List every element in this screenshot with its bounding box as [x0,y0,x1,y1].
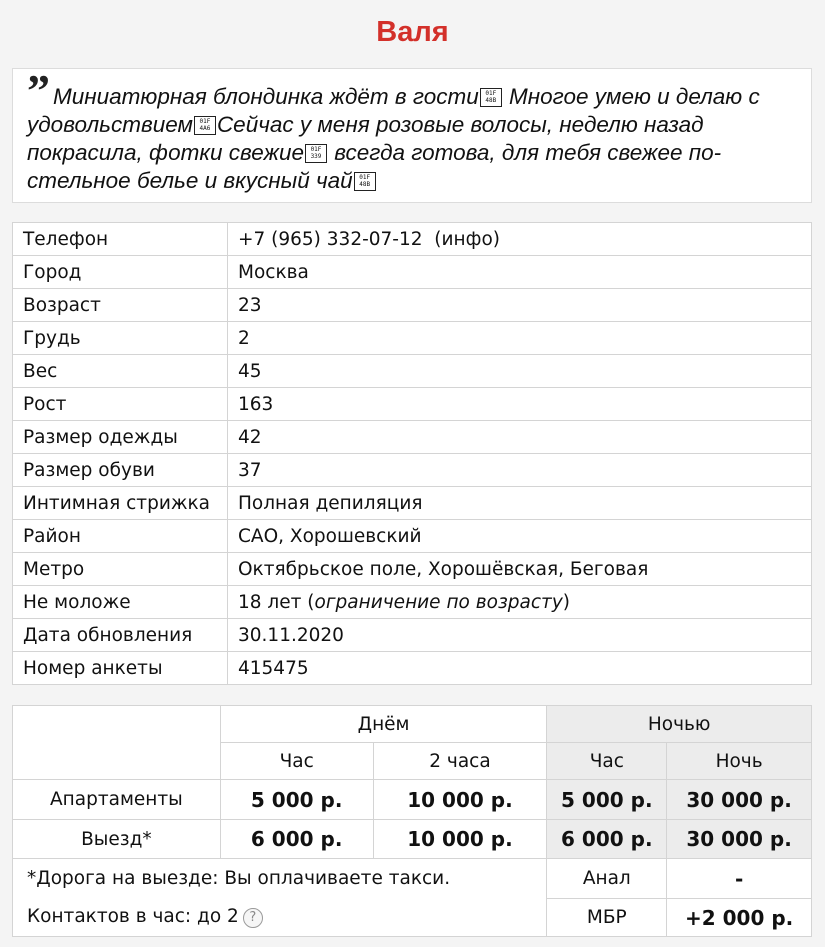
table-row [13,586,812,619]
table-row [13,487,812,520]
table-row [13,322,812,355]
price-cell: 6 000 р. [547,820,667,859]
price-cell: 5 000 р. [220,780,373,820]
price-cell: 6 000 р. [220,820,373,859]
info-label: Интимная стрижка [13,487,228,520]
table-row [13,553,812,586]
info-value: 45 [228,355,812,388]
page-title: Валя [376,16,449,48]
price-cell: 30 000 р. [667,820,812,859]
info-value [228,223,812,256]
description-part: Миниатюрная блондинка ждёт в гости [53,84,479,109]
info-label: Размер одежды [13,421,228,454]
age-value: 18 лет ( [238,591,315,613]
emoji-placeholder-icon: 01F 48B [354,172,376,191]
table-row [13,355,812,388]
price-cell: 5 000 р. [547,780,667,820]
description-part: Сейчас у меня розовые волосы, неделю назад покрасила, фотки свежие [27,112,704,165]
description-quote [12,65,812,203]
info-value: 42 [228,421,812,454]
contacts-note-text: Контактов в час: до 2 [27,906,239,928]
sub-header: Час [220,743,373,780]
description-part: Многое умею и делаю с удовольствием [27,84,760,137]
age-restriction-note: ограничение по возрасту [314,591,563,613]
age-value-tail: ) [562,591,570,613]
info-value: 30.11.2020 [228,619,812,652]
emoji-placeholder-icon: 01F 339 [305,144,327,163]
info-label: Не моложе [13,586,228,619]
sub-header: 2 часа [373,743,547,780]
table-row [13,289,812,322]
phone-info-link[interactable]: (инфо) [434,228,500,250]
table-row [13,820,812,859]
price-table [12,705,812,937]
price-cell: 30 000 р. [667,780,812,820]
info-value: 163 [228,388,812,421]
info-label: Грудь [13,322,228,355]
profile-info-table [12,222,812,685]
info-label: Вес [13,355,228,388]
phone-number[interactable]: +7 (965) 332-07-12 [238,228,423,250]
info-value: 37 [228,454,812,487]
description-part: всегда готова, для тебя свежее по-стельное белье и вкусный чай [27,140,722,193]
info-label: Размер обуви [13,454,228,487]
info-label: Район [13,520,228,553]
travel-note: *Дорога на выезде: Вы оплачиваете такси. [13,859,547,899]
table-row [13,780,812,820]
table-row [13,899,812,937]
info-value: 2 [228,322,812,355]
table-row [13,454,812,487]
info-label: Метро [13,553,228,586]
price-corner-cell [13,706,221,780]
price-row-label: Апартаменты [13,780,221,820]
info-value: САО, Хорошевский [228,520,812,553]
contacts-note [13,899,547,937]
info-label: Телефон [13,223,228,256]
table-row [13,388,812,421]
info-label: Номер анкеты [13,652,228,685]
extra-value: - [667,859,812,899]
info-value: Москва [228,256,812,289]
table-row [13,652,812,685]
price-row-label: Выезд* [13,820,221,859]
table-row [13,223,812,256]
help-icon[interactable]: ? [243,908,263,928]
price-cell: 10 000 р. [373,820,547,859]
table-row [13,619,812,652]
info-label: Возраст [13,289,228,322]
info-label: Дата обновления [13,619,228,652]
info-value [228,586,812,619]
table-row [13,256,812,289]
sub-header: Ночь [667,743,812,780]
table-row [13,706,812,743]
info-label: Город [13,256,228,289]
sub-header: Час [547,743,667,780]
extra-label: Анал [547,859,667,899]
extra-label: МБР [547,899,667,937]
info-label: Рост [13,388,228,421]
table-row [13,421,812,454]
extra-value: +2 000 р. [667,899,812,937]
emoji-placeholder-icon: 01F 4A6 [194,116,216,135]
table-row [13,859,812,899]
emoji-placeholder-icon: 01F 48B [480,88,502,107]
info-value: Полная депиляция [228,487,812,520]
table-row [13,520,812,553]
info-value: Октябрьское поле, Хорошёвская, Беговая [228,553,812,586]
day-header: Днём [220,706,547,743]
quote-mark-icon: ” [27,65,47,116]
price-cell: 10 000 р. [373,780,547,820]
info-value: 415475 [228,652,812,685]
info-value: 23 [228,289,812,322]
night-header: Ночью [547,706,812,743]
